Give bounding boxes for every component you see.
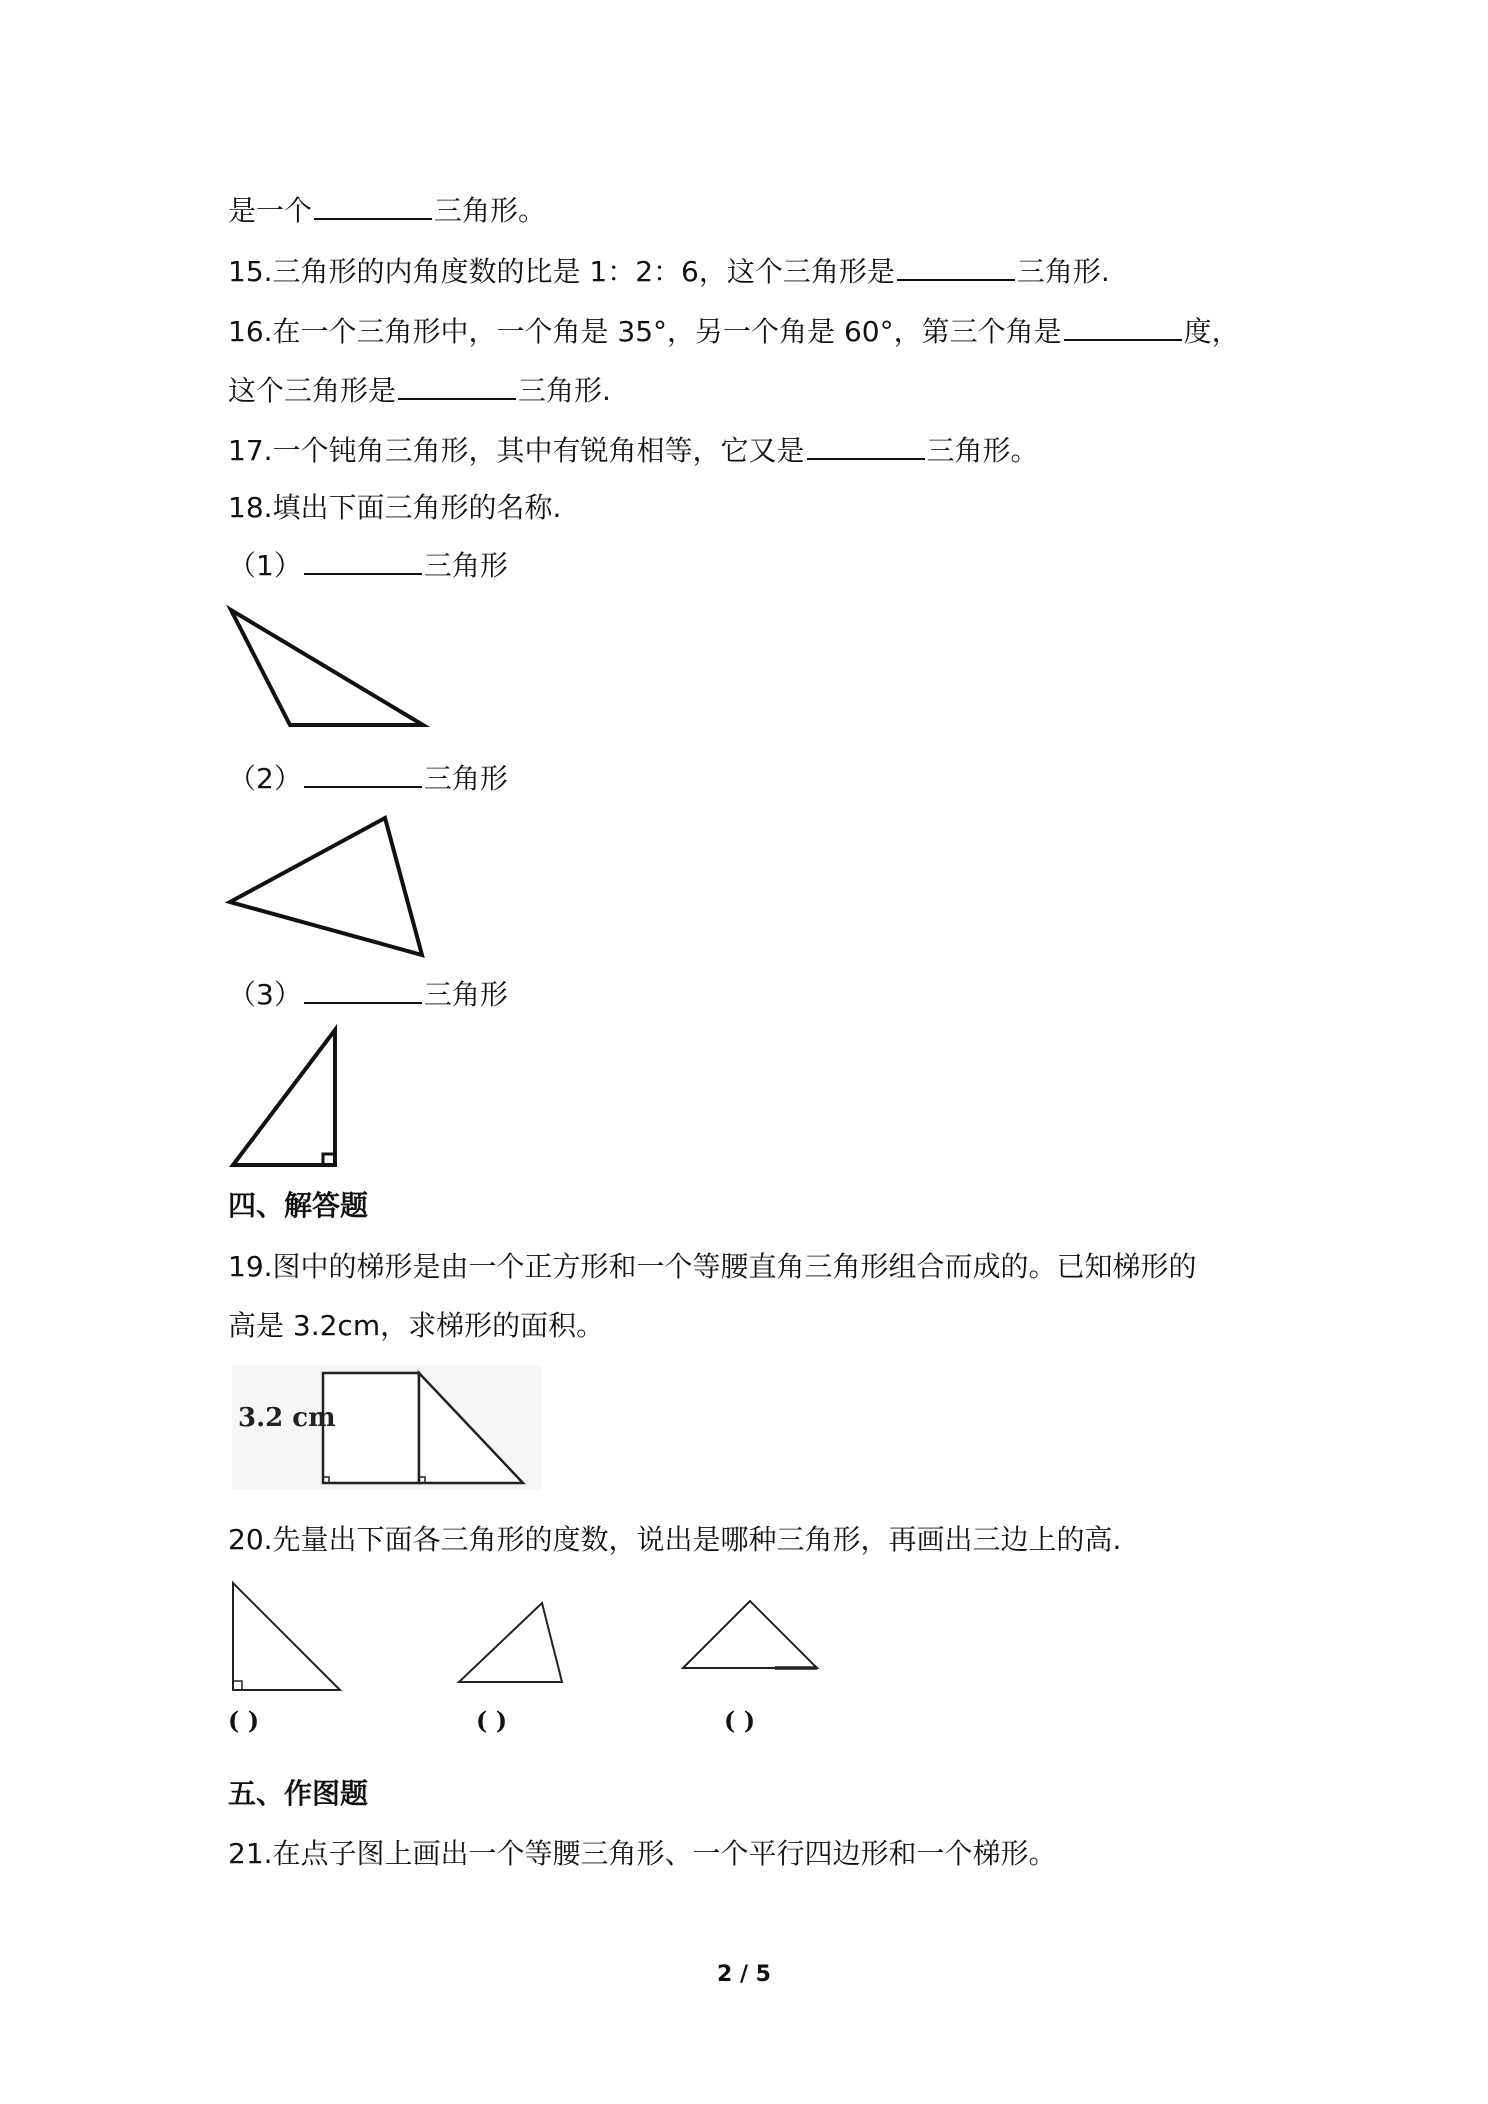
q20-acute-triangle	[456, 1600, 566, 1685]
answer-blank[interactable]	[398, 368, 516, 400]
question-18-part-2	[228, 756, 508, 799]
question-15	[228, 249, 1110, 292]
question-18-part-3	[228, 972, 508, 1015]
answer-blank[interactable]	[304, 972, 422, 1004]
trapezoid-figure	[232, 1365, 542, 1490]
triangle-shape	[233, 1583, 340, 1690]
acute-triangle-figure	[228, 808, 438, 958]
question-text-pre: 15.三角形的内角度数的比是 1：2：6，这个三角形是	[228, 255, 895, 288]
q20-obtuse-triangle	[680, 1598, 820, 1673]
part-label: （1）	[228, 549, 302, 582]
part-label: （2）	[228, 762, 302, 795]
right-angle-mark	[233, 1681, 242, 1690]
question-18: 18.填出下面三角形的名称.	[228, 491, 562, 524]
page-number: 2 / 5	[717, 1962, 771, 1987]
triangle-shape	[233, 1030, 335, 1165]
obtuse-triangle-figure	[228, 605, 438, 730]
triangle-shape	[231, 610, 423, 725]
right-triangle-figure	[228, 1025, 348, 1170]
question-16-line-1	[228, 309, 1240, 352]
part-label: （3）	[228, 978, 302, 1011]
triangle-shape	[230, 818, 422, 955]
answer-blank[interactable]	[807, 428, 925, 460]
q20-answer-paren-3[interactable]: ( )	[724, 1706, 756, 1735]
part-text-post: 三角形	[423, 549, 508, 582]
question-20: 20.先量出下面各三角形的度数，说出是哪种三角形，再画出三边上的高.	[228, 1523, 1122, 1556]
question-text-pre: 17.一个钝角三角形，其中有锐角相等，它又是	[228, 434, 805, 467]
triangle-shape	[459, 1603, 562, 1682]
section-heading-5: 五、作图题	[228, 1777, 369, 1810]
question-text-post: 三角形。	[926, 434, 1039, 467]
q20-answer-paren-2[interactable]: ( )	[476, 1706, 508, 1735]
q20-right-triangle	[230, 1580, 350, 1695]
square-shape	[323, 1373, 419, 1483]
question-text-pre: 这个三角形是	[228, 374, 397, 407]
question-18-part-1	[228, 543, 508, 586]
question-21: 21.在点子图上画出一个等腰三角形、一个平行四边形和一个梯形。	[228, 1837, 1057, 1870]
answer-blank[interactable]	[304, 756, 422, 788]
answer-blank[interactable]	[897, 249, 1015, 281]
triangle-shape	[683, 1601, 817, 1668]
height-label: 3.2 cm	[238, 1403, 336, 1433]
question-text-post: 三角形.	[1016, 255, 1110, 288]
answer-blank[interactable]	[1064, 309, 1182, 341]
question-text-pre: 16.在一个三角形中，一个角是 35°，另一个角是 60°，第三个角是	[228, 315, 1062, 348]
question-19-line-2: 高是 3.2cm，求梯形的面积。	[228, 1309, 605, 1342]
question-16-line-2	[228, 368, 611, 411]
continued-question-line	[228, 188, 546, 231]
question-19-line-1: 19.图中的梯形是由一个正方形和一个等腰直角三角形组合而成的。已知梯形的	[228, 1250, 1197, 1283]
answer-blank[interactable]	[304, 543, 422, 575]
question-text-post: 三角形.	[518, 374, 611, 407]
line-text-pre: 是一个	[228, 194, 313, 227]
question-17	[228, 428, 1039, 471]
answer-blank[interactable]	[314, 188, 432, 220]
line-text-post: 三角形。	[434, 194, 547, 227]
part-text-post: 三角形	[423, 762, 508, 795]
question-text-post: 度，	[1183, 315, 1240, 348]
q20-answer-paren-1[interactable]: ( )	[228, 1706, 260, 1735]
part-text-post: 三角形	[423, 978, 508, 1011]
section-heading-4: 四、解答题	[228, 1189, 369, 1222]
